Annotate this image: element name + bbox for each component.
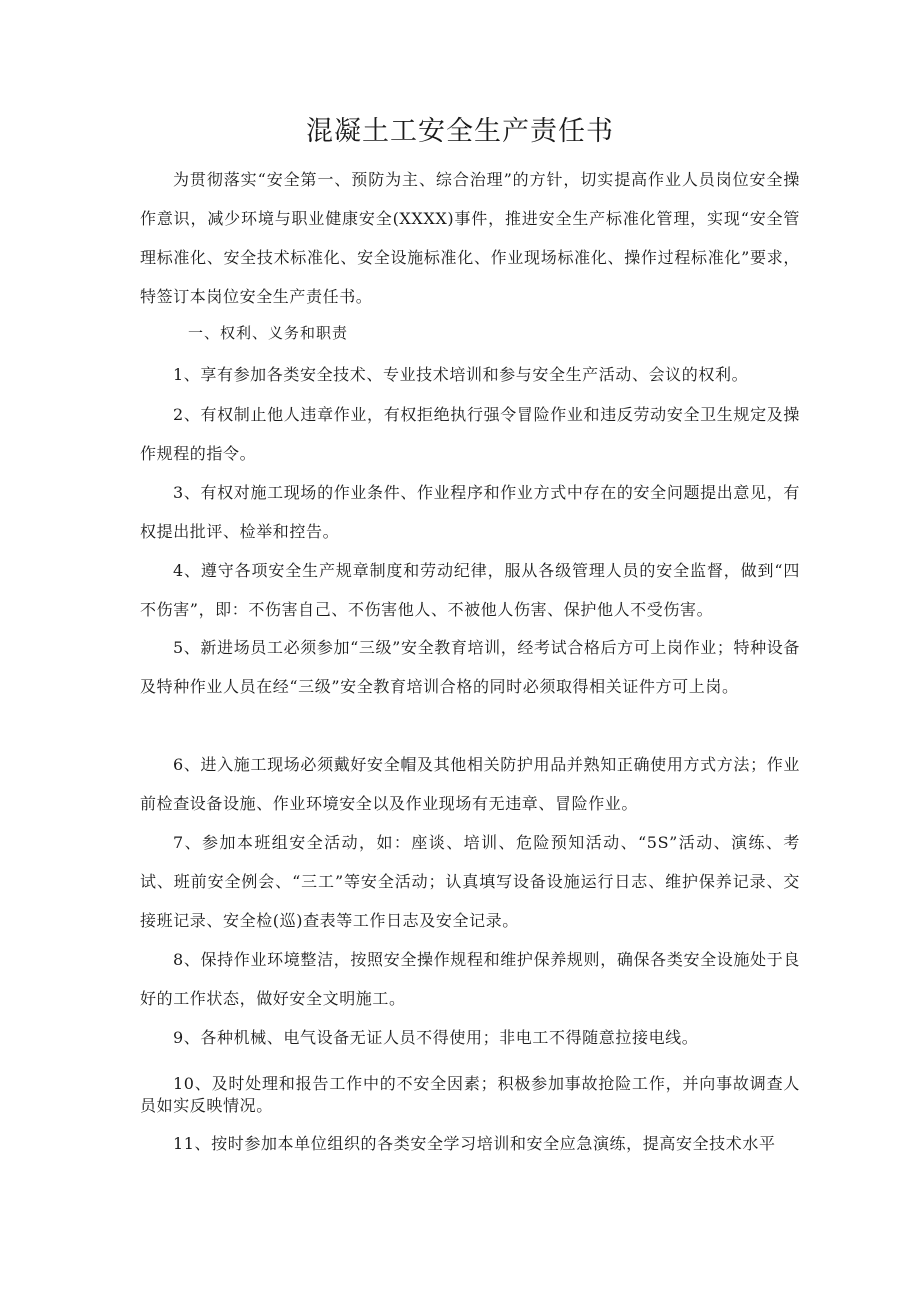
intro-paragraph: 为贯彻落实“安全第一、预防为主、综合治理”的方针，切实提高作业人员岗位安全操作意识，减少环境与职业健康安全(XXXX)事件，推进安全生产标准化管理，实现“安全管理标准化、安全技术标准化、安全设施标准化、作业现场标准化、操作过程标准化”要求，特签订本岗位安全生产责任书。 (140, 170, 800, 306)
list-item-4: 4、遵守各项安全生产规章制度和劳动纪律，服从各级管理人员的安全监督，做到“四不伤害”，即：不伤害自己、不伤害他人、不被他人伤害、保护他人不受伤害。 (140, 561, 800, 619)
list-item-7: 7、参加本班组安全活动，如：座谈、培训、危险预知活动、“5S”活动、演练、考试、班前安全例会、“三工”等安全活动；认真填写设备设施运行日志、维护保养记录、交接班记录、安全检(巡)查表等工作日志及安全记录。 (140, 833, 800, 930)
list-item-1: 1、享有参加各类安全技术、专业技术培训和参与安全生产活动、会议的权利。 (173, 365, 749, 384)
list-item-5: 5、新进场员工必须参加“三级”安全教育培训，经考试合格后方可上岗作业；特种设备及特种作业人员在经“三级”安全教育培训合格的同时必须取得相关证件方可上岗。 (140, 638, 800, 696)
list-item-8: 8、保持作业环境整洁，按照安全操作规程和维护保养规则，确保各类安全设施处于良好的工作状态，做好安全文明施工。 (140, 950, 800, 1008)
list-item-10: 10、及时处理和报告工作中的不安全因素；积极参加事故抢险工作，并向事故调查人员如实反映情况。 (140, 1074, 800, 1115)
document-title: 混凝土工安全生产责任书 (306, 116, 614, 147)
section-heading: 一、权利、义务和职责 (188, 324, 349, 342)
list-item-3: 3、有权对施工现场的作业条件、作业程序和作业方式中存在的安全问题提出意见，有权提出批评、检举和控告。 (140, 483, 800, 541)
list-item-6: 6、进入施工现场必须戴好安全帽及其他相关防护用品并熟知正确使用方式方法；作业前检查设备设施、作业环境安全以及作业现场有无违章、冒险作业。 (140, 755, 800, 813)
list-item-9: 9、各种机械、电气设备无证人员不得使用；非电工不得随意拉接电线。 (173, 1028, 699, 1047)
list-item-11: 11、按时参加本单位组织的各类安全学习培训和安全应急演练，提高安全技术水平 (173, 1134, 776, 1153)
list-item-2: 2、有权制止他人违章作业，有权拒绝执行强令冒险作业和违反劳动安全卫生规定及操作规程的指令。 (140, 405, 800, 463)
